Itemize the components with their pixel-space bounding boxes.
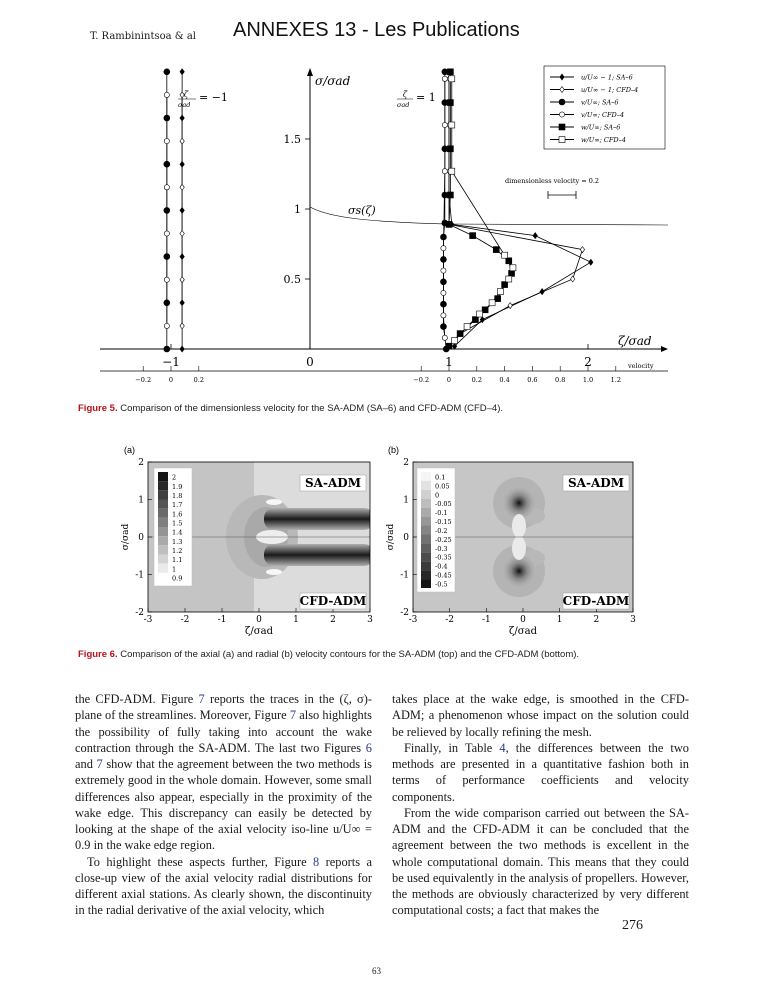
series-circle-open [441, 76, 448, 340]
colorbar-label: 0.1 [435, 473, 446, 482]
x-tick-label: 3 [630, 615, 636, 625]
colorbar-swatch [421, 526, 431, 535]
figure-5-caption-text: Comparison of the dimensionless velocity for the SA-ADM (SA–6) and CFD-ADM (CFD–4). [117, 403, 503, 414]
data-point [493, 247, 499, 253]
x-tick-label: 1 [556, 615, 563, 625]
data-point [510, 265, 516, 271]
paragraph [392, 740, 689, 805]
paragraph-text: takes place at the wake edge, is smoothed in the CFD-ADM; a phenomenon whose impact on the solution could be relieved by locally refining the mesh. [392, 692, 689, 739]
data-point [180, 277, 184, 283]
colorbar-swatch [421, 579, 431, 588]
colorbar-swatch [158, 481, 168, 490]
colorbar-label: 2 [172, 473, 177, 482]
paragraph [75, 691, 372, 854]
sigma-axis-label: σ/σad [315, 74, 351, 88]
legend-entry: v/U∞; SA–6 [581, 98, 619, 107]
data-point [449, 168, 455, 174]
sigma-tick-label: 0.5 [283, 273, 301, 286]
paragraph-text: reports a close-up view of the axial velocity radial distributions for different axial stations. As clearly shown, the discontinuity in the radial derivative of the axial velocity, which [75, 854, 372, 918]
colorbar-label: 0 [435, 491, 440, 500]
colorbar-swatch [158, 527, 168, 536]
velocity-tick-label: 0 [168, 376, 174, 384]
colorbar-label: 1.9 [172, 482, 183, 491]
body-column-right [392, 691, 689, 919]
colorbar [417, 468, 455, 592]
data-point [164, 139, 169, 144]
colorbar-swatch [158, 500, 168, 509]
velocity-tick-label: 1.0 [582, 376, 594, 384]
panel-a-label: (a) [124, 445, 135, 455]
data-point [441, 290, 446, 295]
x-tick-label: -2 [180, 615, 190, 625]
y-tick-label: 0 [403, 533, 409, 543]
page-number-annex: 276 [622, 918, 643, 933]
figure-5-axes [100, 66, 668, 384]
series-line [449, 72, 512, 346]
colorbar-swatch [421, 481, 431, 490]
colorbar-label: 0.9 [172, 574, 183, 583]
colorbar-label: 1.5 [172, 519, 183, 528]
cfd-adm-label: CFD-ADM [562, 594, 630, 608]
data-point [533, 233, 537, 239]
colorbar-swatch [158, 518, 168, 527]
velocity-tick-label: 0.8 [555, 376, 566, 384]
colorbar-label: -0.1 [435, 509, 448, 518]
y-tick-label: 1 [403, 495, 409, 506]
sigma-axis-arrow-icon [307, 68, 313, 76]
scale-bar-label: dimensionless velocity = 0.2 [505, 177, 600, 185]
sigma-tick-label: 1.5 [283, 133, 301, 146]
legend-entry: w/U∞; CFD–4 [581, 136, 626, 144]
x-tick-label: 2 [330, 615, 336, 625]
annex-title: ANNEXES 13 - Les Publications [233, 19, 520, 41]
cross-reference-link[interactable]: 7 [289, 708, 297, 723]
data-point [482, 307, 488, 313]
colorbar-label: -0.15 [435, 518, 452, 527]
data-point [441, 313, 446, 318]
x-tick-label: -3 [143, 615, 153, 625]
velocity-tick-label: −0.2 [135, 376, 152, 384]
colorbar-label: 0.05 [435, 482, 450, 491]
colorbar-label: -0.2 [435, 526, 448, 535]
data-point [580, 247, 584, 253]
data-point [589, 259, 593, 265]
y-tick-label: -2 [400, 608, 409, 618]
zeta-tick-label: −1 [162, 355, 180, 369]
data-point [472, 317, 478, 323]
velocity-tick-label: 0.4 [499, 376, 510, 384]
figure-6-caption-label: Figure 6. [78, 649, 118, 660]
x-tick-label: 0 [520, 615, 526, 625]
legend-entry: v/U∞; CFD–4 [581, 111, 625, 119]
data-point [180, 138, 184, 144]
data-point [441, 268, 446, 273]
data-point [442, 169, 447, 174]
series-square-filled [446, 69, 515, 349]
data-point [502, 252, 508, 258]
y-tick-label: -2 [135, 608, 144, 618]
colorbar-swatch [158, 555, 168, 564]
x-tick-label: -3 [408, 615, 418, 625]
zeta-tick-label: 2 [584, 355, 592, 369]
velocity-tick-label: 1.2 [610, 376, 621, 384]
data-point [164, 346, 170, 352]
sigma-tick-label: 1 [294, 203, 301, 216]
legend-marker-icon [559, 137, 565, 143]
data-point [164, 231, 169, 236]
paragraph [75, 854, 372, 919]
sa-adm-label: SA-ADM [305, 476, 361, 490]
colorbar-label: -0.3 [435, 544, 448, 553]
figure-6-caption [78, 649, 579, 660]
paragraph-text: To highlight these aspects further, Figure [87, 854, 314, 869]
y-tick-label: -1 [400, 570, 409, 581]
velocity-axis-label: velocity [628, 362, 654, 370]
cross-reference-link[interactable]: 6 [365, 740, 372, 755]
legend-marker-icon [559, 124, 565, 130]
station-minus-frac-den: σad [178, 101, 191, 109]
data-point [470, 233, 476, 239]
data-point [447, 192, 453, 198]
y-tick-label: 2 [403, 458, 409, 468]
paragraph [392, 805, 689, 919]
colorbar-label: 1.7 [172, 501, 183, 510]
y-tick-label: 0 [138, 533, 144, 543]
colorbar-swatch [421, 570, 431, 579]
series-line [452, 79, 513, 341]
data-point [449, 76, 455, 82]
cross-reference-link[interactable]: 7 [198, 692, 205, 706]
x-tick-label: 3 [367, 615, 373, 625]
colorbar-label: 1.1 [172, 556, 183, 565]
colorbar-swatch [421, 561, 431, 570]
velocity-tick-label: 0.2 [193, 376, 204, 384]
colorbar-swatch [158, 573, 168, 582]
legend-entry: u/U∞ − 1; CFD–4 [581, 86, 639, 94]
data-point [571, 276, 575, 282]
station-plus-frac-num: ζ [402, 90, 408, 99]
x-tick-label: -1 [481, 615, 491, 625]
colorbar-swatch [421, 552, 431, 561]
colorbar-label: -0.5 [435, 580, 448, 589]
y-tick-label: 2 [138, 458, 144, 468]
station-minus-label: = −1 [199, 91, 228, 104]
colorbar-swatch [421, 472, 431, 481]
velocity-tick-label: 0.2 [471, 376, 482, 384]
data-point [477, 311, 483, 317]
panel-b-label: (b) [388, 445, 399, 455]
sigma-s-curve-label: σs(ζ) [348, 204, 376, 217]
series-square-open [449, 76, 516, 344]
zeta-tick-label: 0 [306, 355, 314, 369]
colorbar-swatch [421, 490, 431, 499]
cfd-adm-label: CFD-ADM [299, 594, 367, 608]
legend-marker-icon [559, 112, 564, 117]
zeta-axis-arrow-icon [661, 346, 668, 352]
legend-entry: w/U∞; SA–6 [581, 123, 621, 132]
colorbar-label: -0.45 [435, 571, 452, 580]
colorbar-label: 1.8 [172, 492, 183, 500]
y-axis-label: σ/σad [386, 523, 396, 551]
scale-bar [548, 191, 576, 199]
station-minus-frac-num: ζ [183, 90, 189, 99]
station-plus-frac-den: σad [397, 101, 410, 109]
cross-reference-link[interactable]: 7 [96, 757, 103, 771]
page-number-footer: 63 [372, 966, 381, 976]
data-point [489, 300, 495, 306]
colorbar-swatch [421, 517, 431, 526]
data-point [164, 92, 169, 97]
colorbar-swatch [158, 490, 168, 499]
y-tick-label: -1 [135, 570, 144, 581]
data-point [452, 343, 456, 349]
data-point [447, 146, 453, 152]
legend-entry: u/U∞ − 1; SA–6 [581, 73, 633, 82]
colorbar-swatch [421, 508, 431, 517]
data-point [440, 324, 446, 330]
data-point [164, 323, 169, 328]
colorbar-swatch [421, 534, 431, 543]
data-point [442, 76, 447, 81]
figure-6-caption-text: Comparison of the axial (a) and radial (b) velocity contours for the SA-ADM (top) and the CFD-ADM (bottom). [117, 649, 580, 660]
data-point [180, 69, 184, 75]
data-point [447, 69, 453, 75]
x-tick-label: 0 [256, 615, 262, 625]
colorbar-label: -0.4 [435, 562, 448, 571]
y-axis-label: σ/σad [121, 523, 131, 551]
x-tick-label: -1 [217, 615, 227, 625]
paragraph-text: also highlights the possibility of fully taking into account the wake contraction through the SA-ADM. The last two Figures [75, 708, 372, 755]
paragraph [392, 691, 689, 740]
data-point [446, 343, 452, 349]
data-point [497, 289, 503, 295]
x-axis-label: ζ/σad [509, 626, 537, 637]
data-point [442, 335, 447, 340]
paragraph-text: reports the traces in the (ζ, σ)-plane of the streamlines. Moreover, Figure [75, 692, 372, 723]
colorbar-swatch [158, 536, 168, 545]
cross-reference-link[interactable]: 8 [313, 854, 320, 869]
velocity-tick-label: −0.2 [413, 376, 430, 384]
data-point [506, 276, 512, 282]
colorbar-label: 1.3 [172, 537, 183, 546]
x-tick-label: 1 [293, 615, 299, 625]
colorbar-swatch [158, 564, 168, 573]
zeta-tick-label: 1 [445, 355, 453, 369]
data-point [164, 185, 169, 190]
data-point [441, 246, 446, 251]
cross-reference-link[interactable]: 4 [499, 740, 506, 755]
colorbar-swatch [421, 543, 431, 552]
data-point [442, 69, 448, 75]
data-point [164, 69, 170, 75]
data-point [442, 122, 447, 127]
x-axis-label: ζ/σad [245, 626, 273, 637]
paragraph-text: the CFD-ADM. Figure [75, 692, 199, 706]
data-point [464, 324, 470, 330]
colorbar-swatch [158, 509, 168, 518]
paragraph-text: and [75, 757, 97, 771]
colorbar-label: 1 [172, 565, 177, 574]
colorbar-label: 1.4 [172, 528, 183, 537]
paragraph-text: , the differences between the two methods are presented in a quantitative fashion both in terms of performance coefficients and velocity components. [392, 740, 689, 804]
data-point [452, 338, 458, 344]
colorbar-swatch [421, 499, 431, 508]
x-tick-label: 2 [593, 615, 600, 625]
y-tick-label: 1 [138, 495, 144, 506]
colorbar-label: -0.25 [435, 535, 452, 544]
x-tick-label: -2 [445, 615, 455, 625]
data-point [164, 277, 169, 282]
legend-marker-icon [559, 99, 565, 105]
zeta-axis-label: ζ/σad [618, 334, 652, 348]
data-point [449, 122, 455, 128]
data-point [180, 346, 184, 352]
data-point [447, 100, 453, 106]
data-point [180, 231, 184, 237]
sa-adm-label: SA-ADM [568, 476, 624, 490]
figure-5-caption-label: Figure 5. [78, 403, 118, 414]
data-point [180, 184, 184, 190]
colorbar-label: -0.35 [435, 553, 452, 562]
paragraph-text: From the wide comparison carried out between the SA-ADM and the CFD-ADM it can be concluded that the agreement between the two methods is excellent in the whole computational domain. This means that they could be used equivalently in the analysis of propellers. However, the methods are obviously characterized by very different computational costs; a fact that makes the [392, 805, 689, 918]
data-point [446, 221, 452, 227]
colorbar-swatch [158, 545, 168, 554]
figure-5-caption [78, 403, 503, 414]
figure-5-legend [544, 66, 665, 149]
data-point [180, 323, 184, 329]
paragraph-text: Finally, in Table [404, 740, 500, 755]
colorbar-label: 1.6 [172, 510, 183, 519]
figure-5-chart [0, 0, 763, 400]
velocity-tick-label: 0.6 [527, 376, 538, 384]
colorbar-label: 1.2 [172, 547, 183, 555]
figure-6-contours [0, 440, 763, 645]
colorbar-swatch [158, 472, 168, 481]
colorbar-label: -0.05 [435, 500, 452, 509]
station-plus-label: = 1 [416, 91, 436, 104]
running-header-author: T. Rambinintsoa & al [90, 31, 196, 42]
body-column-left [75, 691, 372, 919]
colorbar [154, 468, 192, 586]
paragraph-text: show that the agreement between the two methods is extremely good in the whole domain. However, some small differences also appear, especially in the proximity of the wake edge. This discrepancy can easily be detected by looking at the shape of the axial velocity iso-line u/U∞ = 0.9 in the wake edge region. [75, 757, 372, 853]
velocity-tick-label: 0 [446, 376, 452, 384]
